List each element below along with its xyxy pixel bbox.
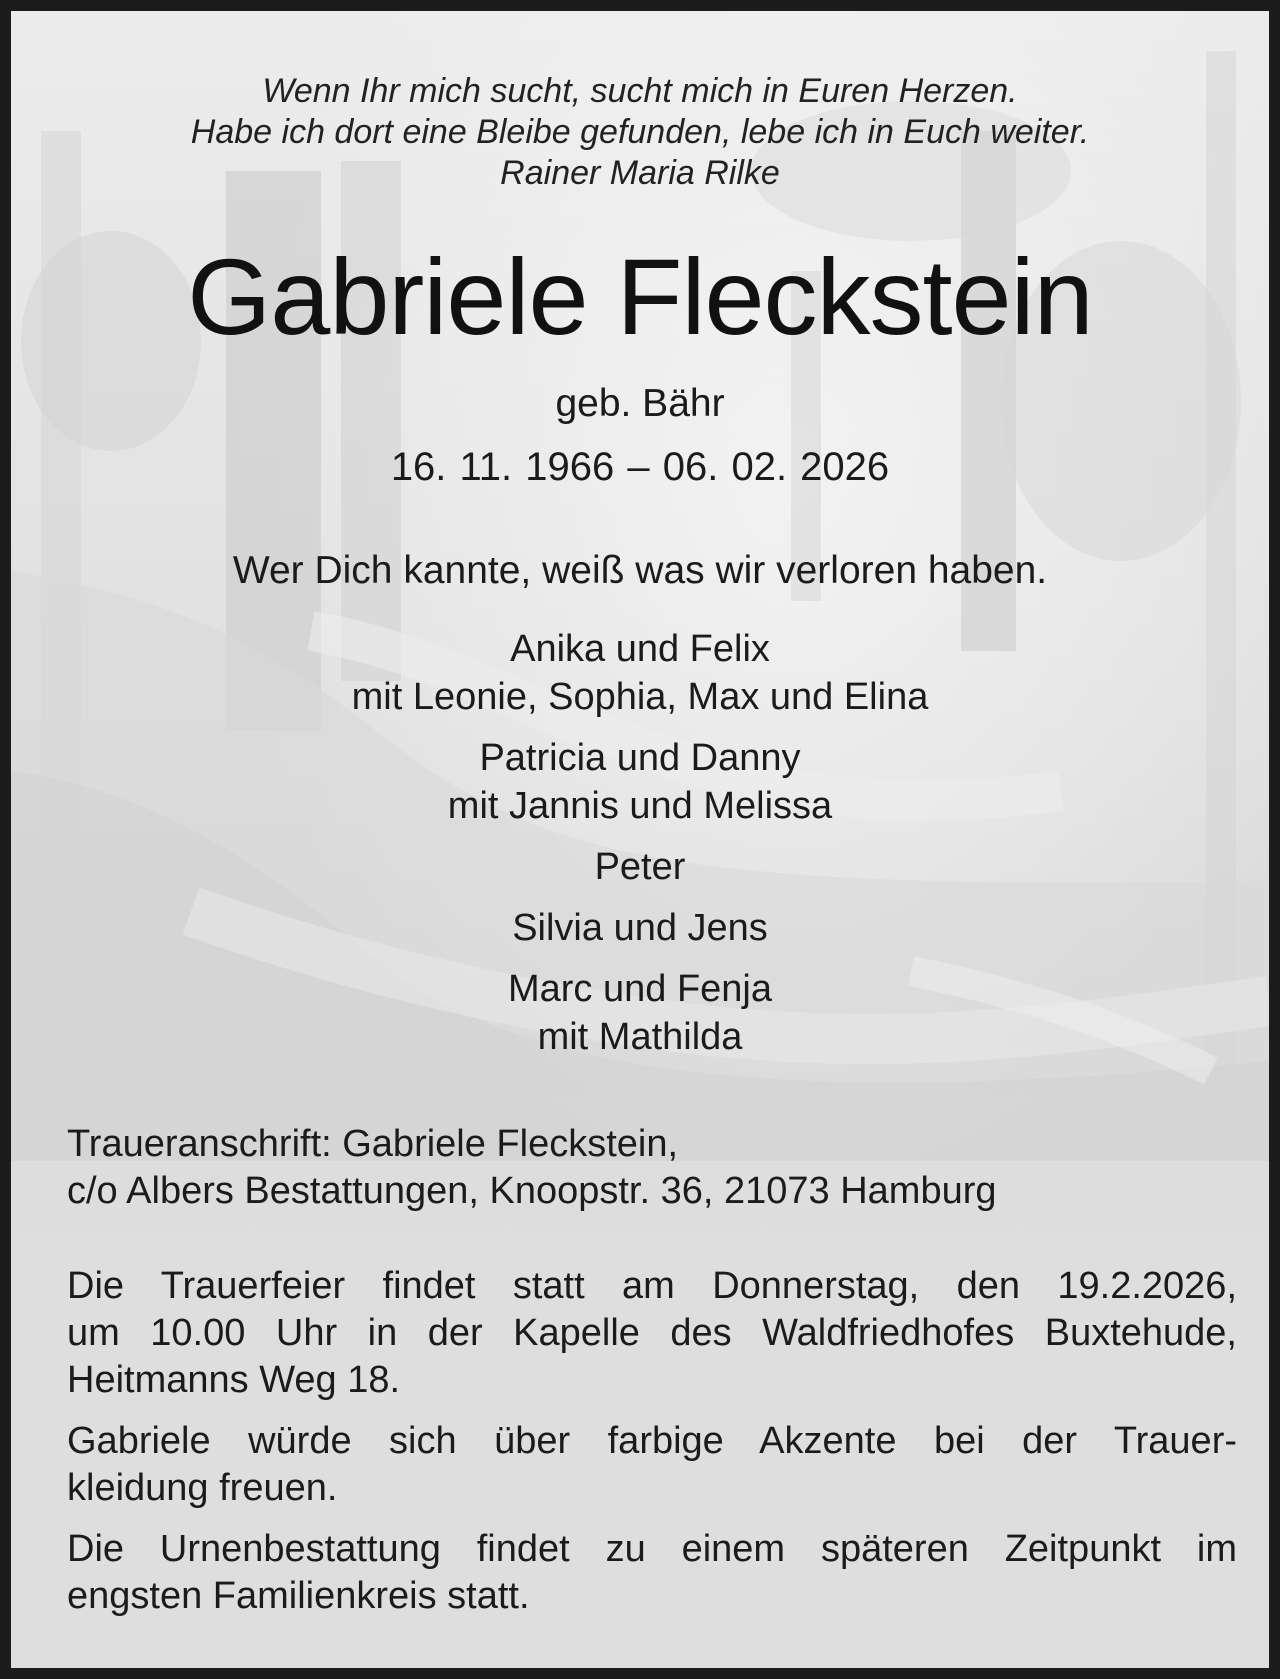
funeral-notes — [67, 1263, 1237, 1634]
urn-line-2: engsten Familienkreis statt. — [67, 1575, 530, 1617]
funeral-line-2: um 10.00 Uhr in der Kapelle des Waldfriedhofes Buxtehude, — [67, 1312, 1237, 1354]
mourning-motto: Wer Dich kannte, weiß was wir verloren haben. — [232, 549, 1048, 592]
mourner-group — [11, 904, 1269, 952]
mourner-line: Patricia und Danny — [479, 737, 801, 779]
mourner-children-line: mit Leonie, Sophia, Max und Elina — [351, 676, 929, 718]
mourner-group — [11, 965, 1269, 1061]
mourner-line: Anika und Felix — [510, 628, 770, 670]
funeral-line-1: Die Trauerfeier findet statt am Donnerstag, den 19.2.2026, — [67, 1265, 1237, 1307]
deceased-name: Gabriele Fleckstein — [187, 236, 1093, 357]
mourner-children-line: mit Mathilda — [537, 1016, 743, 1058]
mourner-line: Marc und Fenja — [507, 968, 772, 1010]
quote-author: Rainer Maria Rilke — [500, 154, 780, 192]
condolence-address — [67, 1121, 997, 1215]
mourner-group — [11, 843, 1269, 891]
funeral-line-3: Heitmanns Weg 18. — [67, 1359, 401, 1401]
birth-name: geb. Bähr — [555, 382, 725, 425]
urn-line-1: Die Urnenbestattung findet zu einem späteren Zeitpunkt im — [67, 1528, 1237, 1570]
clothing-line-1: Gabriele würde sich über farbige Akzente bei der Trauer- — [67, 1420, 1237, 1462]
address-line-1: Traueranschrift: Gabriele Fleckstein, — [67, 1123, 679, 1165]
mourner-group — [11, 734, 1269, 830]
quote-line-2: Habe ich dort eine Bleibe gefunden, lebe ich in Euch weiter. — [190, 113, 1090, 151]
mourner-line: Silvia und Jens — [512, 907, 768, 949]
quote-line-1: Wenn Ihr mich sucht, sucht mich in Euren Herzen. — [262, 72, 1018, 110]
mourner-children-line: mit Jannis und Melissa — [447, 785, 833, 827]
funeral-service-note — [67, 1263, 1237, 1404]
mourner-group — [11, 625, 1269, 721]
clothing-line-2: kleidung freuen. — [67, 1467, 338, 1509]
address-line-2: c/o Albers Bestattungen, Knoopstr. 36, 21073 Hamburg — [67, 1170, 997, 1212]
life-dates: 16. 11. 1966 – 06. 02. 2026 — [390, 445, 890, 489]
mourner-line: Peter — [594, 846, 686, 888]
rilke-quote — [11, 71, 1269, 194]
clothing-note — [67, 1418, 1237, 1512]
mourners-list — [11, 625, 1269, 1074]
urn-burial-note — [67, 1526, 1237, 1620]
obituary-content — [11, 11, 1269, 1668]
